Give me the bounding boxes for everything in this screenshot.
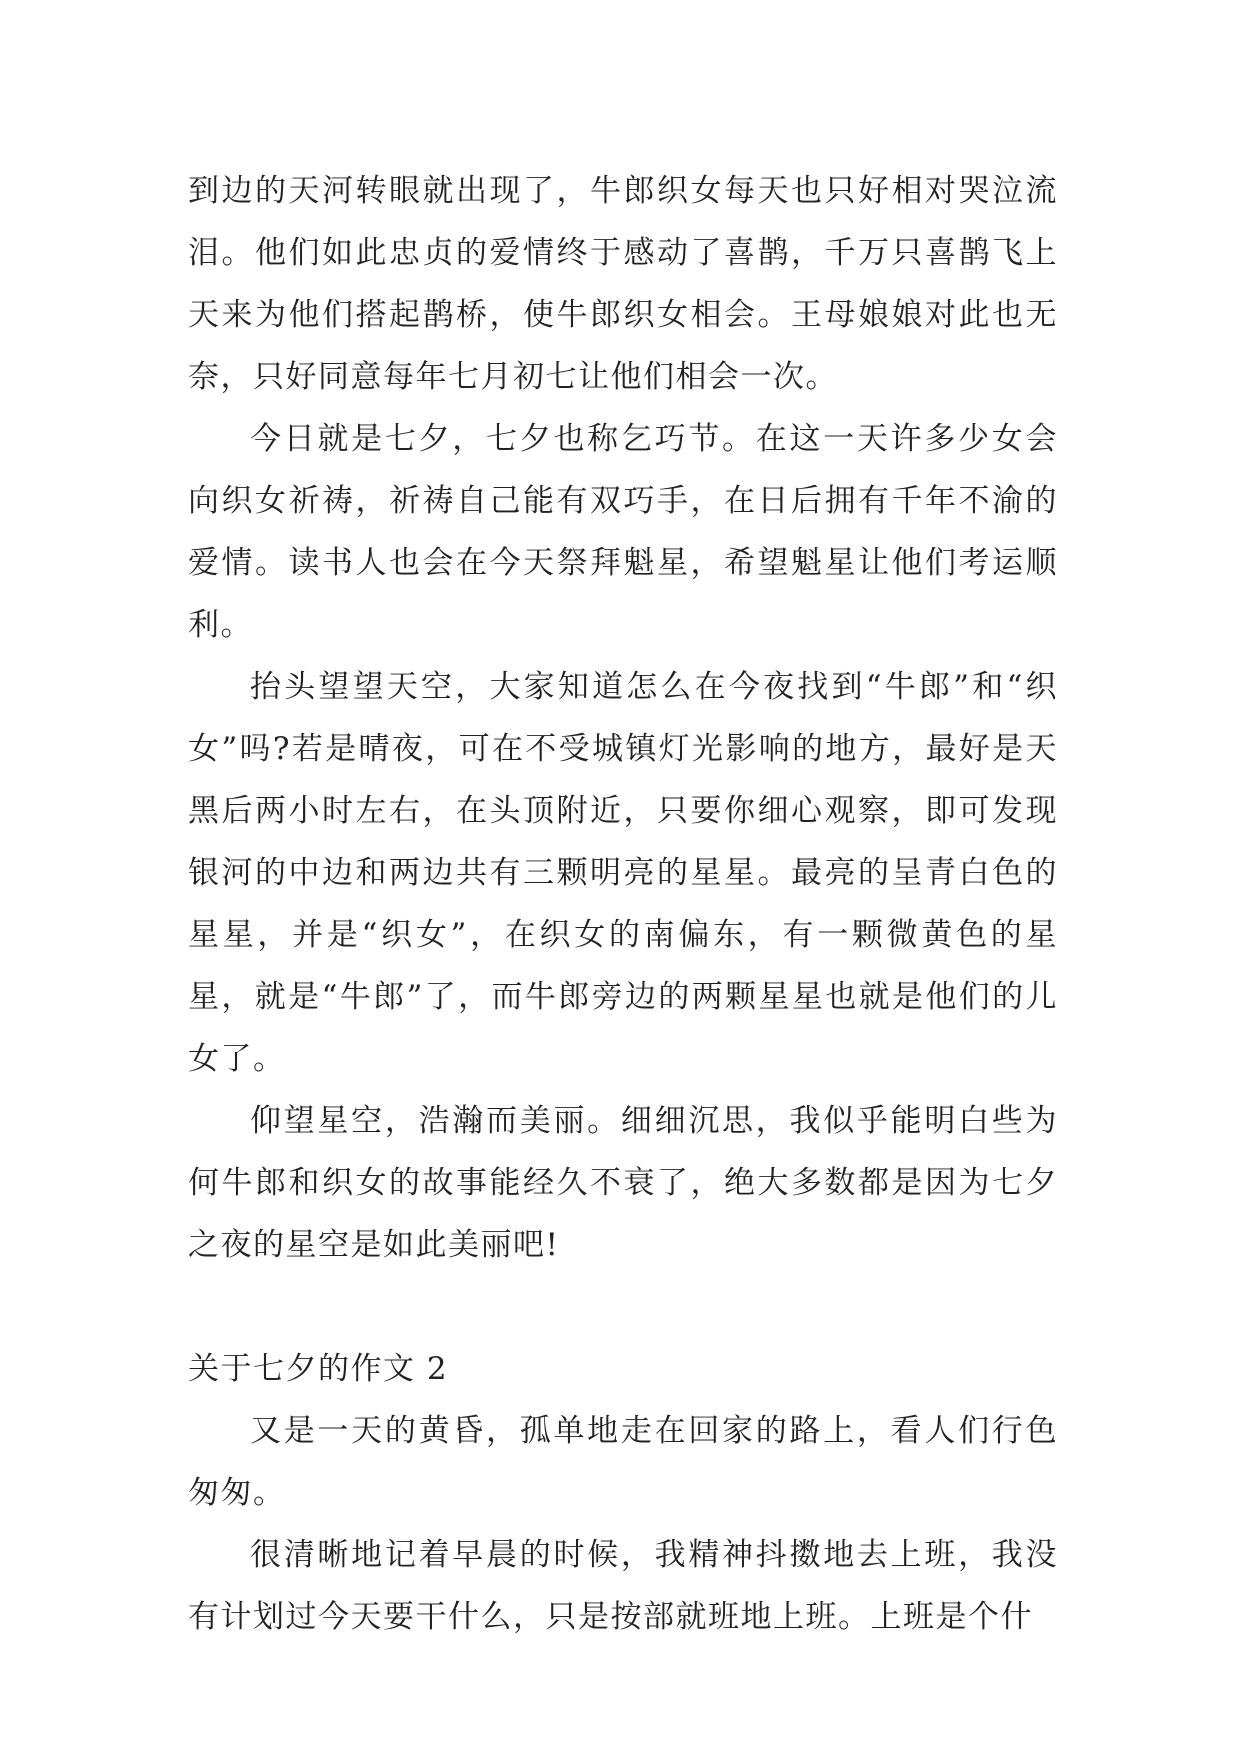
section-heading: 关于七夕的作文 2 xyxy=(188,1351,449,1387)
paragraph-5: 又是一天的黄昏，孤单地走在回家的路上，看人们行色匆匆。 xyxy=(188,1413,1058,1511)
document-body xyxy=(188,160,1058,1648)
paragraph-6: 很清晰地记着早晨的时候，我精神抖擞地去上班，我没有计划过今天要干什么，只是按部就班地上班。上班是个什 xyxy=(188,1537,1058,1635)
paragraph-2: 今日就是七夕，七夕也称乞巧节。在这一天许多少女会向织女祈祷，祈祷自己能有双巧手，在日后拥有千年不渝的爱情。读书人也会在今天祭拜魁星，希望魁星让他们考运顺利。 xyxy=(188,421,1058,643)
paragraph-3: 抬头望望天空，大家知道怎么在今夜找到“牛郎”和“织女”吗?若是晴夜，可在不受城镇灯光影响的地方，最好是天黑后两小时左右，在头顶附近，只要你细心观察，即可发现银河的中边和两边共有三颗明亮的星星。最亮的呈青白色的星星，并是“织女”，在织女的南偏东，有一颗微黄色的星星，就是“牛郎”了，而牛郎旁边的两颗星星也就是他们的儿女了。 xyxy=(188,669,1058,1077)
paragraph-1: 到边的天河转眼就出现了，牛郎织女每天也只好相对哭泣流泪。他们如此忠贞的爱情终于感动了喜鹊，千万只喜鹊飞上天来为他们搭起鹊桥，使牛郎织女相会。王母娘娘对此也无奈，只好同意每年七月初七让他们相会一次。 xyxy=(188,173,1058,395)
paragraph-4: 仰望星空，浩瀚而美丽。细细沉思，我似乎能明白些为何牛郎和织女的故事能经久不衰了，绝大多数都是因为七夕之夜的星空是如此美丽吧! xyxy=(188,1103,1058,1263)
